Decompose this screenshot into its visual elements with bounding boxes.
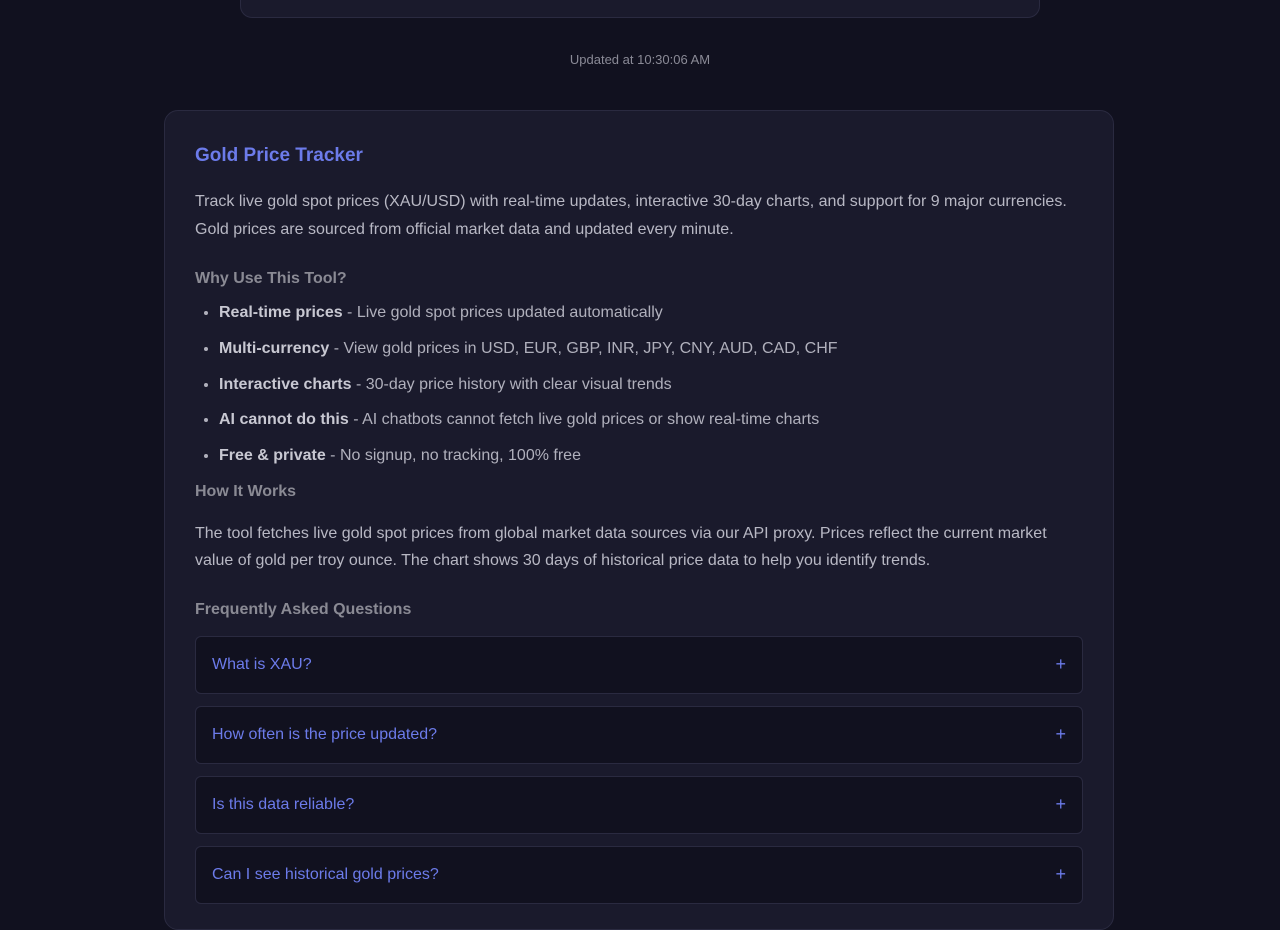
feature-item: [219, 375, 1083, 394]
how-heading: How It Works: [195, 482, 297, 500]
faq-heading: Frequently Asked Questions: [195, 600, 412, 618]
faq-question: What is XAU?: [212, 655, 312, 673]
plus-icon: +: [1055, 724, 1066, 745]
feature-label: Free & private: [219, 447, 326, 465]
feature-item: [219, 410, 1083, 429]
how-text: The tool fetches live gold spot prices from global market data sources via our API proxy. Prices reflect the current market value of gold per troy ounce. The chart shows 30 days of historical price data to help you identify trends.: [195, 524, 1047, 570]
feature-item: [219, 339, 1083, 358]
feature-text: - View gold prices in USD, EUR, GBP, INR, JPY, CNY, AUD, CAD, CHF: [329, 339, 838, 357]
info-title: Gold Price Tracker: [195, 145, 363, 166]
intro-text: Track live gold spot prices (XAU/USD) with real-time updates, interactive 30-day charts, and support for 9 major currencies. Gold prices are sourced from official market data and updated every minute.: [195, 193, 1067, 238]
feature-text: - No signup, no tracking, 100% free: [325, 447, 581, 465]
feature-label: Multi-currency: [219, 339, 330, 357]
info-card: [164, 110, 1114, 930]
faq-item-historical-prices[interactable]: [195, 846, 1083, 904]
feature-label: AI cannot do this: [219, 411, 349, 429]
updated-timestamp: Updated at 10:30:06 AM: [569, 52, 711, 67]
price-card-bottom-edge: [240, 0, 1040, 18]
faq-question: Can I see historical gold prices?: [212, 865, 439, 883]
plus-icon: +: [1055, 864, 1066, 885]
feature-label: Real-time prices: [219, 304, 343, 321]
feature-item: [219, 303, 1083, 322]
faq-question: Is this data reliable?: [212, 795, 355, 813]
plus-icon: +: [1055, 654, 1066, 675]
why-heading: Why Use This Tool?: [195, 270, 347, 287]
faq-item-what-is-xau[interactable]: [195, 636, 1083, 694]
feature-label: Interactive charts: [219, 375, 352, 393]
feature-item: [219, 446, 1083, 465]
faq-item-update-frequency[interactable]: [195, 706, 1083, 764]
feature-text: - 30-day price history with clear visual trends: [351, 375, 672, 393]
faq-item-reliability[interactable]: [195, 776, 1083, 834]
feature-text: - Live gold spot prices updated automatically: [342, 304, 663, 321]
faq-list: [195, 636, 1083, 904]
faq-question: How often is the price updated?: [212, 725, 438, 743]
plus-icon: +: [1055, 794, 1066, 815]
feature-text: - AI chatbots cannot fetch live gold prices or show real-time charts: [348, 411, 820, 429]
feature-list: [195, 303, 1083, 465]
